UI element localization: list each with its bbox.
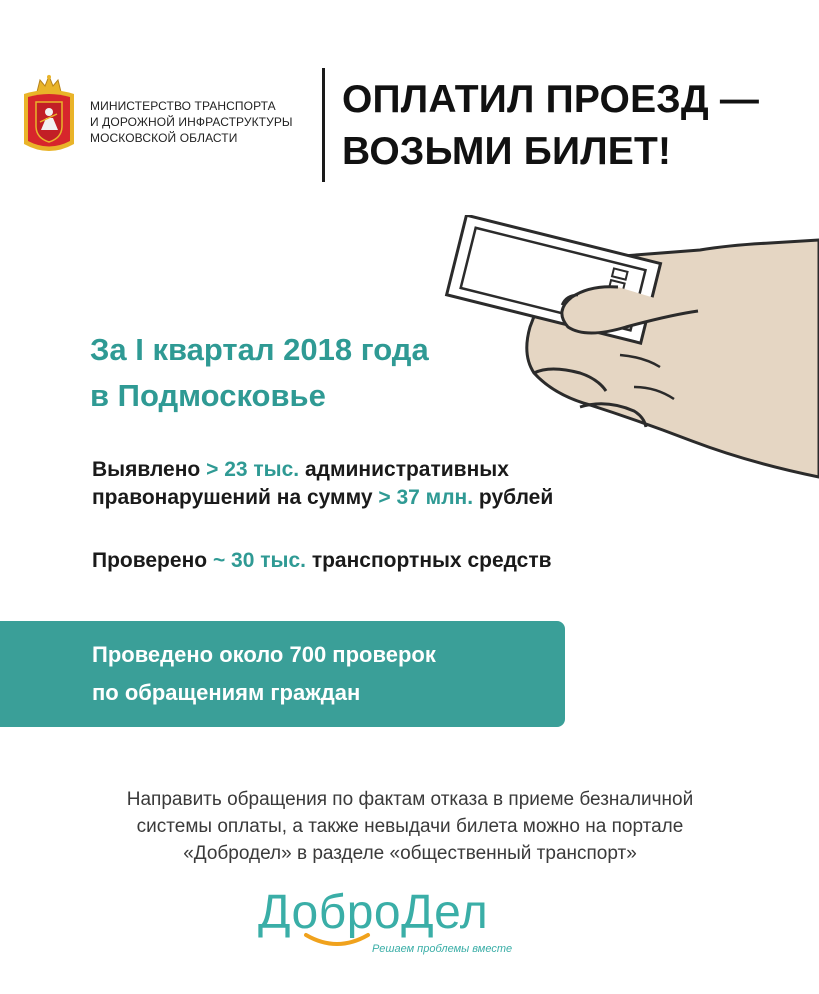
coat-of-arms-icon [20,74,78,158]
period-line-2: в Подмосковье [90,378,326,413]
headline-line-1: ОПЛАТИЛ ПРОЕЗД — [342,78,760,121]
stat-detected-line2: правонарушений на сумму [92,486,373,509]
appeal-note [70,786,750,867]
stat-vehicles [92,547,552,575]
smile-icon [302,931,372,949]
ministry-name [90,98,293,146]
note-line-2: системы оплаты, а также невыдачи билета можно на портале [136,816,684,837]
period-heading [90,327,429,419]
banner-line-1: Проведено около 700 проверок [92,642,436,667]
banner-line-2: по обращениям граждан [92,680,361,705]
note-line-1: Направить обращения по фактам отказа в приеме безналичной [126,789,694,810]
stat-checked-rest: транспортных средств [311,549,552,572]
stat-detected-count: > 23 тыс. [206,458,300,481]
stat-checked-label: Проверено [92,549,208,572]
page-headline [342,74,759,178]
hand-holding-ticket-icon [430,215,819,495]
stat-detected-currency: рублей [478,486,554,509]
stat-detected-amount: > 37 млн. [378,486,474,509]
note-line-3: «Добродел» в разделе «общественный транспорт» [183,843,637,864]
period-line-1: За I квартал 2018 года [90,332,429,367]
logo-name: ДоброДел [258,886,489,939]
header-divider [322,68,325,182]
stat-detected-label: Выявлено [92,458,201,481]
headline-line-2: ВОЗЬМИ БИЛЕТ! [342,130,672,173]
banner-text [92,636,436,712]
logo-tagline: Решаем проблемы вместе [372,943,513,955]
ministry-line-1: МИНИСТЕРСТВО ТРАНСПОРТА [90,99,276,113]
ministry-line-3: МОСКОВСКОЙ ОБЛАСТИ [90,131,238,145]
dobrodel-logo [258,885,528,965]
stat-detected-mid: административных [304,458,509,481]
ministry-line-2: И ДОРОЖНОЙ ИНФРАСТРУКТУРЫ [90,115,293,129]
stat-violations [92,456,553,512]
stat-checked-count: ~ 30 тыс. [212,549,306,572]
